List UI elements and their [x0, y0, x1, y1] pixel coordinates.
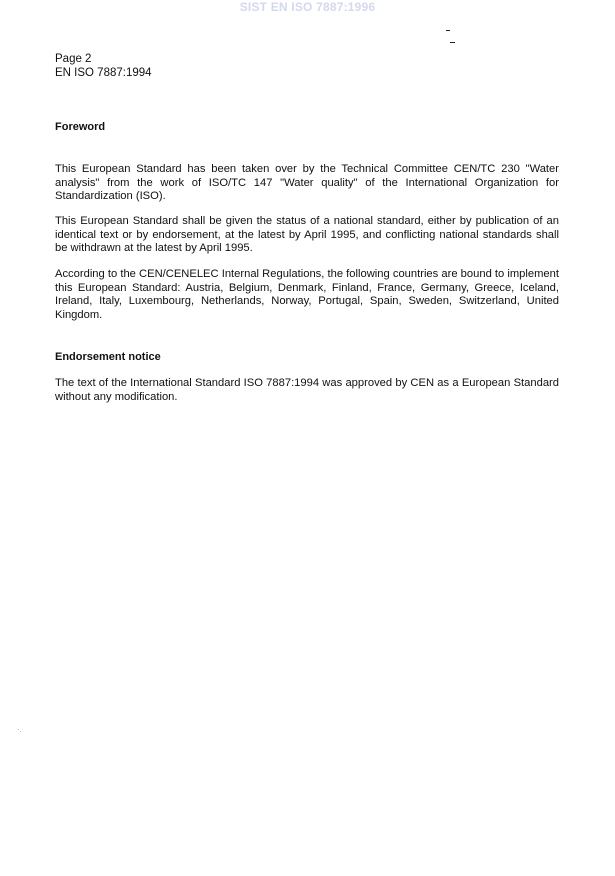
watermark: SIST EN ISO 7887:1996 [239, 0, 376, 14]
foreword-heading: Foreword [55, 121, 106, 133]
foreword-paragraph-2: This European Standard shall be given the status of a national standard, either by publication of an identical text or by endorsement, at the latest by April 1995, and conflicting national standards shall be withdrawn at the latest by April 1995. [55, 215, 559, 254]
page-number: Page 2 [55, 53, 92, 65]
endorsement-heading: Endorsement notice [55, 351, 161, 363]
scan-speck [20, 731, 21, 732]
endorsement-paragraph: The text of the International Standard ISO 7887:1994 was approved by CEN as a European Standard without any modification. [55, 377, 559, 403]
document-reference: EN ISO 7887:1994 [55, 66, 152, 79]
foreword-paragraph-3: According to the CEN/CENELEC Internal Regulations, the following countries are bound to implement this European Standard: Austria, Belgium, Denmark, Finland, France, Germany, Greece, Iceland, Ireland, Italy, Luxembourg, Netherlands, Norway, Portugal, Spain, Sweden, Switzerland, United Kingdom. [55, 268, 559, 321]
scan-mark [450, 42, 455, 43]
foreword-paragraph-1: This European Standard has been taken over by the Technical Committee CEN/TC 230 "Water analysis" from the work of ISO/TC 147 "Water quality" of the International Organization for Standardization (ISO). [55, 163, 559, 202]
page-header [55, 53, 152, 80]
scan-mark [446, 30, 450, 31]
scan-speck [18, 729, 19, 730]
